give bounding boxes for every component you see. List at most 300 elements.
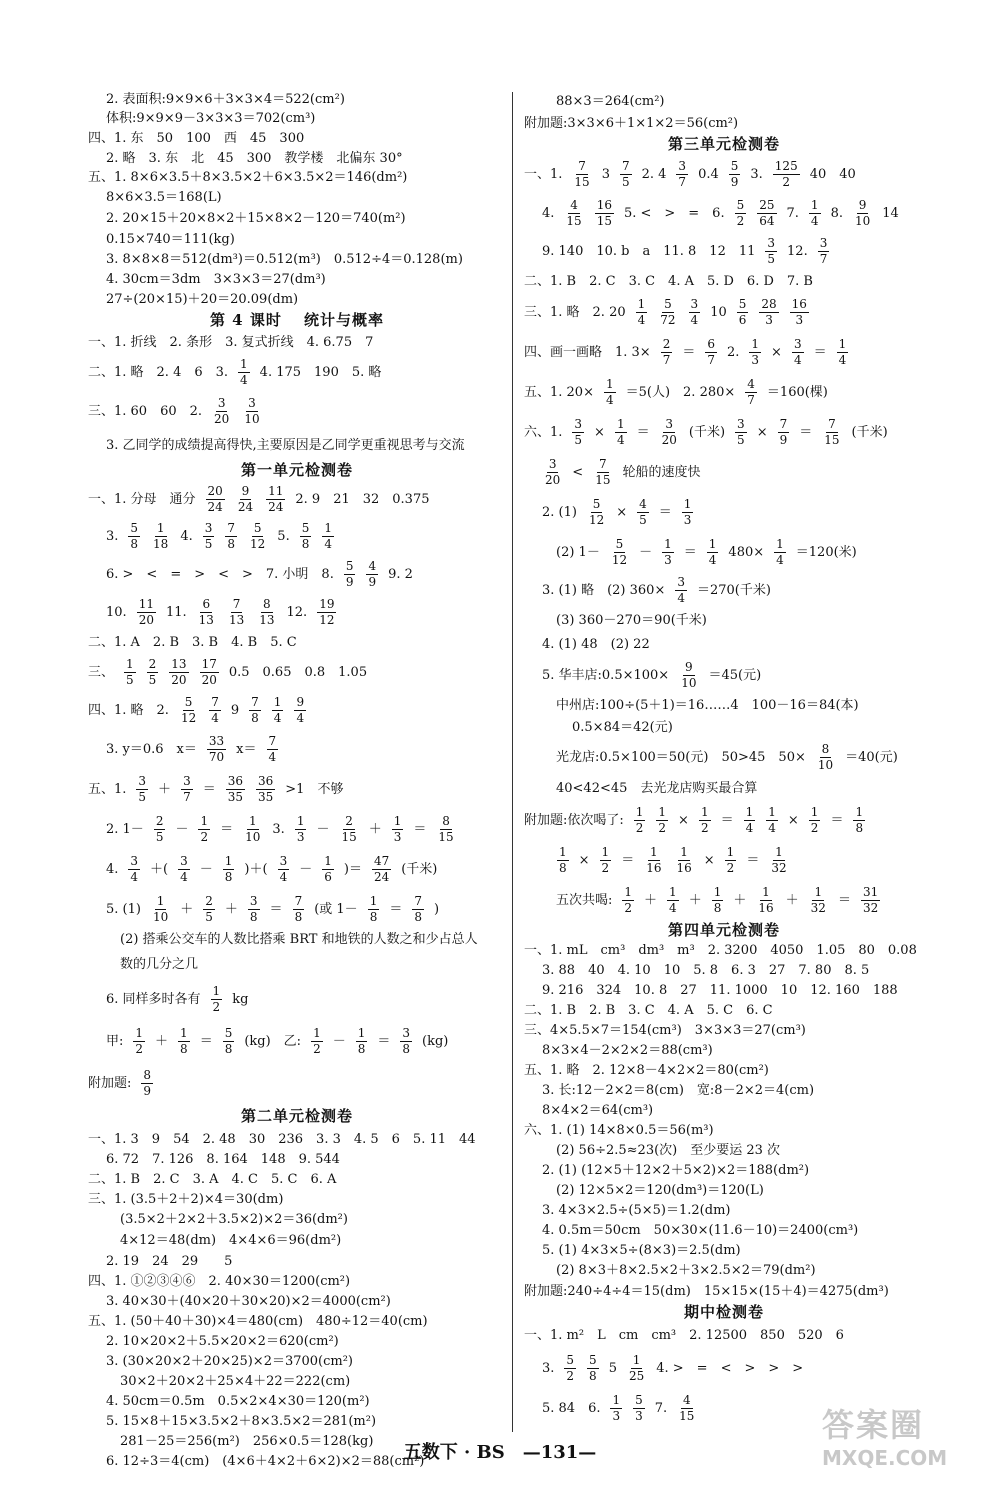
numerator: 2 <box>155 813 164 828</box>
denominator: 20 <box>138 612 154 627</box>
numerator: 2 <box>662 336 671 351</box>
fraction <box>247 522 268 550</box>
numerator: 1 <box>810 197 819 212</box>
denominator: 8 <box>713 900 722 915</box>
denominator: 4 <box>838 352 847 367</box>
denominator: 8 <box>227 536 236 551</box>
numerator: 1 <box>745 804 754 819</box>
watermark-logo <box>822 1400 982 1480</box>
text-run: 4. > = < > > > <box>656 1360 804 1376</box>
numerator: 1 <box>612 1392 621 1407</box>
numerator: 36 <box>227 773 243 788</box>
text-run: 四、1. ①②③④⑥ 2. 40×30＝1200(cm²) <box>88 1273 351 1289</box>
text-run: 四、1. 略 2. <box>88 702 169 718</box>
text-run: ＋ <box>733 892 747 908</box>
denominator: 2 <box>658 820 667 835</box>
text-run: 40<42<45 去光龙店购买最合算 <box>556 780 758 796</box>
numerator: 1 <box>713 884 722 899</box>
text-run: ＋( <box>150 861 169 877</box>
denominator: 20 <box>201 672 217 687</box>
fraction <box>150 522 171 550</box>
text-run: ＝ <box>746 852 760 868</box>
fraction <box>626 1354 647 1382</box>
numerator: 3 <box>402 1025 411 1040</box>
fraction <box>206 735 227 763</box>
fraction <box>265 485 286 513</box>
denominator: 2 <box>313 1041 321 1056</box>
text-run: 3. <box>542 1360 555 1376</box>
text-run: 附加题:3×3×6＋1×1×2＝56(cm²) <box>524 115 739 131</box>
numerator: 3 <box>737 416 745 431</box>
fraction <box>367 895 381 923</box>
denominator: 12 <box>319 612 335 627</box>
fraction <box>563 199 584 227</box>
numerator: 9 <box>296 694 305 709</box>
text-run: 数的几分之几 <box>120 956 199 972</box>
denominator: 3 <box>635 1408 643 1423</box>
fraction <box>225 775 246 803</box>
denominator: 7 <box>707 352 715 367</box>
numerator: 1 <box>632 1352 641 1367</box>
numerator: 8 <box>263 596 271 611</box>
fraction <box>242 815 263 843</box>
fraction <box>768 846 789 874</box>
text-run: 0.4 <box>698 166 719 182</box>
fraction <box>210 985 224 1013</box>
denominator: 2 <box>736 213 745 228</box>
fraction <box>180 775 194 803</box>
numerator: 1 <box>726 844 735 859</box>
text-run: 12. <box>787 243 808 259</box>
text-run: 9. 2 <box>388 566 413 582</box>
text-run: 3. <box>106 528 119 544</box>
text-run: )＋( <box>244 861 268 877</box>
numerator: 3 <box>678 158 687 173</box>
text-run: 9. 140 10. b a 11. 8 12 11 <box>542 243 756 259</box>
answer-line <box>524 880 924 920</box>
text-run: ＝45(元) <box>708 667 762 683</box>
denominator: 4 <box>324 536 332 551</box>
numerator: 6 <box>202 596 211 611</box>
fraction <box>632 1394 646 1422</box>
fraction <box>657 298 678 326</box>
text-run: ＋ <box>158 781 172 797</box>
text-run: 10. <box>106 604 127 620</box>
fraction <box>603 378 617 406</box>
answer-line <box>524 1322 924 1348</box>
text-run: 9. 216 324 10. 8 27 11. 1000 10 12. 160 188 <box>542 982 898 998</box>
numerator: 1 <box>700 804 709 819</box>
text-run: 体积:9×9×9－3×3×3＝702(cm³) <box>106 111 316 126</box>
answer-line <box>88 1311 506 1331</box>
numerator: 8 <box>442 813 450 828</box>
section-heading <box>524 1302 924 1322</box>
text-run: ＝5(人) 2. 280× <box>625 384 736 400</box>
denominator: 2 <box>635 820 644 835</box>
numerator: 7 <box>268 733 277 748</box>
denominator: 32 <box>771 860 787 875</box>
text-run: 11. <box>165 604 187 620</box>
denominator: 3 <box>683 512 692 527</box>
fraction <box>688 298 702 326</box>
text-run: 二、1. B 2. C 3. A 4. C 5. C 6. A <box>88 1171 337 1187</box>
fraction <box>310 1027 324 1055</box>
text-run: ＋ <box>155 1033 169 1049</box>
denominator: 3 <box>765 312 773 327</box>
text-run: 2. 19 24 29 5 <box>106 1253 233 1269</box>
denominator: 2 <box>566 1368 575 1383</box>
fraction <box>150 895 171 923</box>
fraction <box>655 806 669 834</box>
text-run: 三、1. 60 60 2. <box>88 403 203 419</box>
answer-line <box>524 532 924 572</box>
section-heading <box>524 134 924 154</box>
text-run: 3. 40×30＋(40×20＋30×20)×2＝4000(cm²) <box>106 1293 391 1309</box>
answer-line <box>88 168 506 187</box>
text-run: 一、1. m² L cm cm³ 2. 12500 850 520 6 <box>524 1327 844 1343</box>
answer-line <box>524 112 924 134</box>
text-run: ＋ <box>785 892 799 908</box>
fraction <box>711 886 725 914</box>
fraction <box>321 855 335 883</box>
numerator: 1 <box>357 1025 366 1040</box>
text-run: 3. y＝0.6 x＝ <box>106 741 197 757</box>
denominator: 5 <box>574 432 583 447</box>
denominator: 20 <box>661 432 677 447</box>
denominator: 4 <box>296 710 305 725</box>
fraction <box>391 815 405 843</box>
numerator: 1 <box>200 813 209 828</box>
fraction <box>791 338 805 366</box>
text-run: 5. (1) <box>106 901 141 917</box>
denominator: 4 <box>690 312 699 327</box>
answer-line <box>524 332 924 372</box>
answer-line <box>524 1120 924 1140</box>
denominator: 70 <box>208 749 225 764</box>
fraction <box>355 1027 369 1055</box>
fraction <box>724 846 738 874</box>
fraction <box>817 237 831 265</box>
fraction <box>235 485 256 513</box>
denominator: 7 <box>662 352 671 367</box>
text-run: 6. 12÷3＝4(cm) (4×6＋4×2＋6×2)×2＝88(cm²) <box>106 1453 425 1469</box>
answer-line <box>88 849 506 889</box>
answer-line <box>88 391 506 431</box>
text-run: ＝ <box>389 901 403 917</box>
fraction <box>643 846 664 874</box>
fraction <box>675 160 689 188</box>
fraction <box>808 199 822 227</box>
text-run: 2. 1－ <box>106 821 144 837</box>
fraction <box>636 498 650 526</box>
fraction <box>681 498 695 526</box>
fraction <box>542 458 563 486</box>
answer-line <box>88 109 506 128</box>
text-run: － <box>175 821 189 837</box>
text-run: 五次共喝: <box>556 892 613 908</box>
text-run: 5. <box>277 528 290 544</box>
fraction <box>758 298 779 326</box>
answer-line <box>88 481 506 517</box>
text-run: ＋ <box>688 892 702 908</box>
denominator: 10 <box>854 213 871 228</box>
fraction <box>772 160 801 188</box>
numerator: 9 <box>241 483 250 498</box>
fraction <box>599 846 613 874</box>
answer-line <box>88 269 506 289</box>
fraction <box>136 598 157 626</box>
text-run: × <box>756 424 768 440</box>
denominator: 10 <box>245 829 261 844</box>
denominator: 4 <box>637 312 646 327</box>
denominator: 7 <box>747 392 755 407</box>
denominator: 15 <box>679 1408 695 1423</box>
denominator: 24 <box>207 499 223 514</box>
fraction <box>127 522 141 550</box>
text-run: 8. <box>830 205 843 221</box>
text-run: 27÷(20×15)＋20＝20.09(dm) <box>106 291 299 307</box>
denominator: 5 <box>148 672 157 687</box>
denominator: 8 <box>559 860 567 875</box>
denominator: 8 <box>251 710 259 725</box>
answer-line <box>524 1040 924 1060</box>
answer-line <box>524 1240 924 1260</box>
numerator: 1 <box>393 813 402 828</box>
text-run: 二、1. A 2. B 3. B 4. B 5. C <box>88 634 297 650</box>
numerator: 3 <box>138 773 147 788</box>
text-run: ＝ <box>269 901 283 917</box>
numerator: 11 <box>138 596 154 611</box>
fraction <box>609 1394 623 1422</box>
text-run: (2) 8×3＋8×2.5×2＋3×2.5×2＝79(dm²) <box>556 1262 816 1278</box>
denominator: 4 <box>708 552 717 567</box>
denominator: 12 <box>250 536 266 551</box>
answer-line <box>88 809 506 849</box>
denominator: 2 <box>624 900 633 915</box>
answer-line <box>524 90 924 112</box>
denominator: 9 <box>779 432 788 447</box>
text-run: 281－25＝256(m²) 256×0.5＝128(kg) <box>120 1433 374 1449</box>
denominator: 3 <box>393 829 402 844</box>
text-run: 第四单元检测卷 <box>667 920 780 939</box>
text-run: (2) 12×5×2＝120(dm³)＝120(L) <box>556 1182 764 1198</box>
fraction <box>256 598 277 626</box>
fraction <box>773 538 787 566</box>
answer-line <box>524 452 924 492</box>
answer-line <box>88 90 506 109</box>
numerator: 7 <box>294 893 303 908</box>
denominator: 7 <box>678 174 687 189</box>
denominator: 2 <box>782 174 791 189</box>
numerator: 6 <box>707 336 715 351</box>
answer-line <box>524 940 924 960</box>
text-run: 第一单元检测卷 <box>240 460 353 479</box>
numerator: 2 <box>148 656 157 671</box>
numerator: 9 <box>858 197 867 212</box>
text-run: 五、1. 8×6×3.5＋8×3.5×2＋6×3.5×2＝146(dm²) <box>88 170 408 185</box>
fraction <box>736 298 750 326</box>
fraction <box>706 538 720 566</box>
fraction <box>852 806 866 834</box>
answer-line <box>88 1209 506 1229</box>
denominator: 5 <box>621 174 630 189</box>
text-run: 9 <box>230 702 240 718</box>
text-run: 8×3×4－2×2×2＝88(cm³) <box>542 1042 713 1058</box>
fraction <box>316 598 337 626</box>
denominator: 20 <box>171 672 187 687</box>
answer-line <box>524 980 924 1000</box>
text-run: － <box>332 1033 346 1049</box>
fraction <box>609 538 630 566</box>
numerator: 1 <box>855 804 864 819</box>
answer-line <box>88 353 506 391</box>
text-run: 2. <box>727 344 740 360</box>
denominator: 16 <box>676 860 692 875</box>
fraction <box>178 696 199 724</box>
answer-line <box>88 1291 506 1311</box>
answer-line <box>524 694 924 716</box>
text-run: 二、1. 略 2. 4 6 3. <box>88 364 229 380</box>
fraction <box>635 298 649 326</box>
text-run: (2) 56÷2.5≈23(次) 至少要运 23 次 <box>556 1142 781 1158</box>
numerator: 3 <box>204 520 213 535</box>
denominator: 8 <box>224 869 233 884</box>
answer-line <box>88 1251 506 1271</box>
text-run: 2. 4 <box>641 166 667 182</box>
fraction <box>614 418 628 446</box>
denominator: 8 <box>369 909 378 924</box>
page-footer: 五数下 · BS —131— <box>403 1442 597 1463</box>
answer-line <box>524 656 924 694</box>
fraction <box>734 418 748 446</box>
fraction <box>563 1354 577 1382</box>
numerator: 1 <box>635 804 644 819</box>
denominator: 64 <box>759 213 775 228</box>
denominator: 5 <box>155 829 164 844</box>
fraction <box>248 696 262 724</box>
fraction <box>821 418 842 446</box>
numerator: 1 <box>601 844 610 859</box>
numerator: 1 <box>814 884 823 899</box>
answer-line <box>88 148 506 168</box>
text-run: 5 <box>608 1360 617 1376</box>
numerator: 5 <box>736 197 745 212</box>
text-run: 2. 略 3. 东 北 45 300 教学楼 北偏东 30° <box>106 150 403 166</box>
text-run: ＝160(棵) <box>766 384 828 400</box>
section-heading <box>88 1103 506 1129</box>
fraction <box>676 1394 697 1422</box>
right-column <box>524 90 924 1428</box>
text-run: 480× <box>728 544 765 560</box>
text-run: 4. <box>180 528 193 544</box>
text-run: 14 <box>882 205 899 221</box>
denominator: 15 <box>595 472 611 487</box>
numerator: 8 <box>143 1067 152 1082</box>
numerator: 5 <box>592 496 601 511</box>
numerator: 3 <box>690 296 699 311</box>
numerator: 17 <box>201 656 217 671</box>
answer-line <box>88 1019 506 1063</box>
fraction <box>205 485 226 513</box>
numerator: 1 <box>212 983 221 998</box>
numerator: 16 <box>791 296 807 311</box>
watermark-site: MXQE.COM <box>822 1446 948 1470</box>
text-run: 8×4×2＝64(cm³) <box>542 1102 654 1118</box>
fraction <box>556 846 570 874</box>
numerator: 36 <box>258 773 274 788</box>
text-run: × <box>578 852 590 868</box>
fraction <box>743 806 757 834</box>
numerator: 3 <box>217 395 226 410</box>
answer-line <box>524 232 924 270</box>
numerator: 7 <box>779 416 788 431</box>
numerator: 3 <box>819 235 828 250</box>
answer-line <box>88 1271 506 1291</box>
denominator: 3 <box>612 1408 621 1423</box>
answer-line <box>524 1160 924 1180</box>
denominator: 10 <box>681 675 697 690</box>
denominator: 4 <box>130 869 139 884</box>
fraction <box>619 160 633 188</box>
denominator: 72 <box>660 312 676 327</box>
denominator: 24 <box>373 869 390 884</box>
answer-line <box>88 691 506 729</box>
answer-line <box>88 949 506 979</box>
text-run: 4. 0.5m＝50cm 50×30×(11.6－10)＝2400(cm³) <box>542 1222 859 1238</box>
numerator: 7 <box>232 596 241 611</box>
answer-line <box>88 128 506 148</box>
answer-line <box>88 631 506 653</box>
text-run: 第三单元检测卷 <box>667 134 780 153</box>
denominator: 16 <box>758 900 774 915</box>
text-run: ＋ <box>644 892 658 908</box>
answer-line <box>524 194 924 232</box>
text-run: × <box>771 344 782 360</box>
answer-line <box>88 1391 506 1411</box>
denominator: 8 <box>357 1041 366 1056</box>
denominator: 4 <box>745 820 754 835</box>
numerator: 1 <box>126 656 134 671</box>
answer-line <box>524 776 924 800</box>
text-run: 3 <box>601 166 610 182</box>
denominator: 4 <box>268 749 277 764</box>
text-run: ＋ <box>368 821 382 837</box>
text-run: )＝ <box>343 861 362 877</box>
numerator: 1 <box>669 884 677 899</box>
fraction <box>224 522 238 550</box>
text-run: × <box>703 852 715 868</box>
denominator: 2 <box>200 829 209 844</box>
answer-line <box>524 1060 924 1080</box>
fraction <box>734 199 748 227</box>
answer-line <box>524 572 924 608</box>
text-run: × <box>678 812 689 828</box>
fraction <box>411 895 425 923</box>
fraction <box>633 806 647 834</box>
numerator: 19 <box>319 596 335 611</box>
text-run: 3. 长:12－2×2＝8(cm) 宽:8－2×2＝4(cm) <box>542 1082 815 1098</box>
text-run: 第二单元检测卷 <box>240 1106 353 1125</box>
fraction <box>365 560 379 588</box>
denominator: 8 <box>855 820 864 835</box>
fraction <box>132 1027 146 1055</box>
numerator: 3 <box>665 416 674 431</box>
text-run: 3. (1) 略 (2) 360× <box>542 582 666 598</box>
denominator: 35 <box>227 789 243 804</box>
answer-line <box>524 1080 924 1100</box>
numerator: 1 <box>324 520 332 535</box>
numerator: 1 <box>605 376 614 391</box>
